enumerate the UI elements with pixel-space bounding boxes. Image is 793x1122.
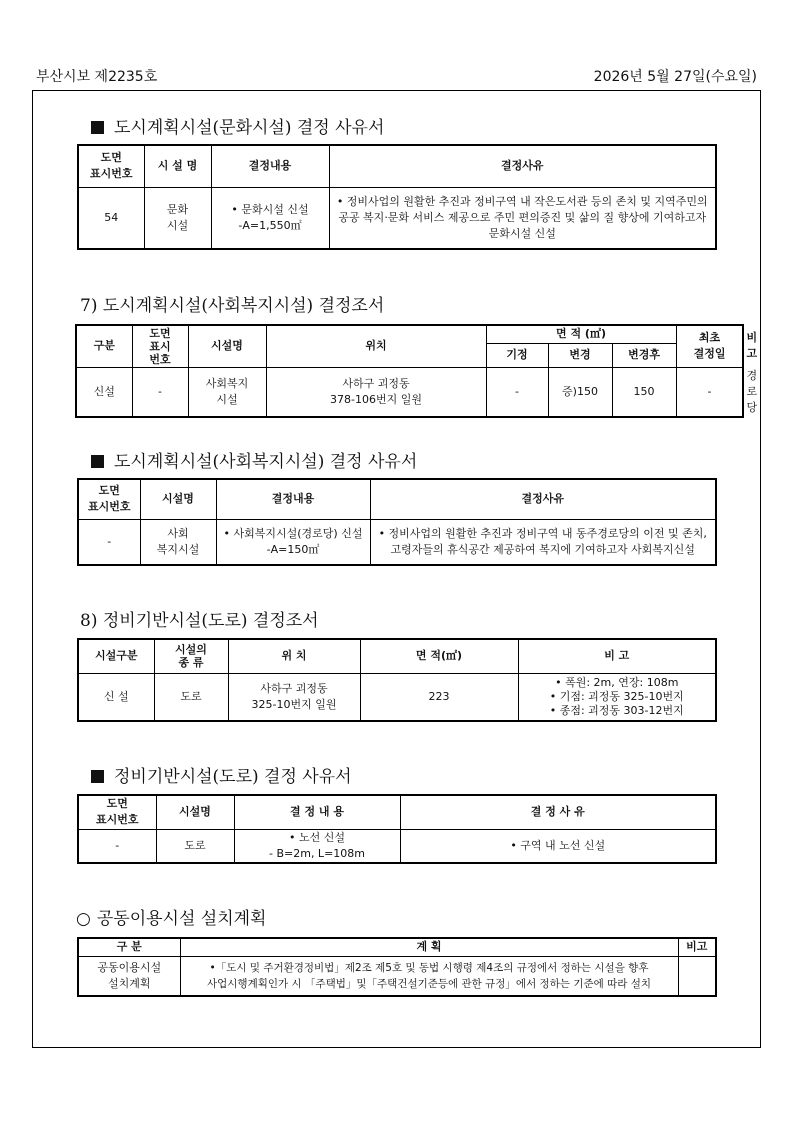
section-title: 도시계획시설(사회복지시설) 결정 사유서 — [114, 452, 418, 472]
table-header: 결정내용 — [211, 145, 329, 187]
section-heading — [76, 904, 266, 929]
table-header: 시설명 — [156, 795, 234, 829]
square-bullet-icon — [91, 770, 104, 783]
section-title: 정비기반시설(도로) 결정 사유서 — [114, 767, 352, 787]
table-cell: • 정비사업의 원활한 추진과 정비구역 내 동주경로당의 이전 및 존치, 고령자들의 휴식공간 제공하여 복지에 기여하고자 사회복지신설 — [370, 519, 716, 565]
table-cell: 사회복지 시설 — [188, 367, 266, 417]
square-bullet-icon — [91, 455, 104, 468]
table-cell: 사하구 괴정동 378-106번지 일원 — [266, 367, 486, 417]
table-cell: • 문화시설 신설 -A=1,550㎡ — [211, 187, 329, 249]
table-header: 도면 표시 번호 — [132, 325, 188, 367]
table-cell: 신설 — [76, 367, 132, 417]
table-cell: 도로 — [156, 829, 234, 863]
table-header: 도면 표시번호 — [78, 145, 144, 187]
table-header: 시설의 종 류 — [154, 639, 228, 673]
table-header: 시설명 — [140, 479, 216, 519]
table-cell: •「도시 및 주거환경정비법」제2조 제5호 및 동법 시행령 제4조의 규정에서 정하는 시설을 향후 사업시행계획인가 시 「주택법」및「주택건설기준등에 관한 규정」에서 정하는 기준에 따라 설치 — [180, 956, 678, 996]
table-cell: • 폭원: 2m, 연장: 108m • 기점: 괴정동 325-10번지 • 종점: 괴정동 303-12번지 — [518, 673, 716, 721]
table-cell: 사회 복지시설 — [140, 519, 216, 565]
table-header: 도면 표시번호 — [78, 479, 140, 519]
culture-facility-reason-table — [77, 144, 717, 250]
table-cell: • 정비사업의 원활한 추진과 정비구역 내 작은도서관 등의 존치 및 지역주민의 공공 복지·문화 서비스 제공으로 주민 편의증진 및 삶의 질 향상에 기여하고자 문화시설 신설 — [329, 187, 716, 249]
table-header: 면 적(㎡) — [360, 639, 518, 673]
section-heading — [80, 291, 384, 316]
table-cell: - — [676, 367, 743, 417]
table-cell: 문화 시설 — [144, 187, 211, 249]
table-header: 구분 — [76, 325, 132, 367]
table-header: 시설구분 — [78, 639, 154, 673]
table-subheader: 기정 — [486, 343, 548, 367]
table-header: 면 적 (㎡) — [486, 325, 676, 343]
table-header: 도면 표시번호 — [78, 795, 156, 829]
section-title: 8) 정비기반시설(도로) 결정조서 — [80, 611, 319, 631]
shared-facility-plan-table — [77, 937, 717, 997]
table-header: 결정내용 — [216, 479, 370, 519]
square-bullet-icon — [91, 121, 104, 134]
table-cell: - — [78, 519, 140, 565]
table-cell: - — [132, 367, 188, 417]
table-header: 위치 — [266, 325, 486, 367]
section-heading — [91, 113, 384, 138]
table-cell: - — [486, 367, 548, 417]
circle-bullet-icon: ○ — [76, 909, 91, 929]
table-header: 최초 결정일 — [676, 325, 743, 367]
table-cell: • 사회복지시설(경로당) 신설 -A=150㎡ — [216, 519, 370, 565]
section-title: 공동이용시설 설치계획 — [96, 909, 267, 929]
table-header: 위 치 — [228, 639, 360, 673]
gazette-date: 2026년 5월 27일(수요일) — [593, 69, 757, 85]
road-reason-table — [77, 794, 717, 864]
table-header: 비고 — [678, 938, 716, 956]
table-header: 결정사유 — [329, 145, 716, 187]
table-subheader: 변경 — [548, 343, 612, 367]
table-cell: 도로 — [154, 673, 228, 721]
table-header: 결 정 사 유 — [400, 795, 716, 829]
table-header: 시 설 명 — [144, 145, 211, 187]
table-header: 결 정 내 용 — [234, 795, 400, 829]
table-header: 비 고 — [518, 639, 716, 673]
section-heading — [91, 447, 417, 472]
table-subheader: 변경후 — [612, 343, 676, 367]
table-cell: - — [78, 829, 156, 863]
section-heading — [91, 762, 352, 787]
table-cell: • 구역 내 노선 신설 — [400, 829, 716, 863]
table-cell: 공동이용시설 설치계획 — [78, 956, 180, 996]
table-cell: 증)150 — [548, 367, 612, 417]
section-title: 7) 도시계획시설(사회복지시설) 결정조서 — [80, 296, 385, 316]
table-cell: 사하구 괴정동 325-10번지 일원 — [228, 673, 360, 721]
section-title: 도시계획시설(문화시설) 결정 사유서 — [114, 118, 385, 138]
table-cell — [678, 956, 716, 996]
table-header: 계 획 — [180, 938, 678, 956]
table-cell: 54 — [78, 187, 144, 249]
welfare-facility-decision-table: 구분 도면 표시 번호 시설명 위치 면 적 (㎡) 최초 결정일 비고 기정 변경 변경후 신설 - 사회복지 시설 사하구 괴정동 378-106번지 일원 - 증)150 150 - 경로당 — [75, 324, 744, 418]
table-cell: 150 — [612, 367, 676, 417]
table-header: 시설명 — [188, 325, 266, 367]
table-header: 결정사유 — [370, 479, 716, 519]
table-header: 구 분 — [78, 938, 180, 956]
section-heading — [80, 606, 319, 631]
table-cell: 223 — [360, 673, 518, 721]
gazette-issue: 부산시보 제2235호 — [36, 69, 158, 85]
welfare-facility-reason-table — [77, 478, 717, 566]
table-cell: 신 설 — [78, 673, 154, 721]
table-cell: • 노선 신설 - B=2m, L=108m — [234, 829, 400, 863]
road-decision-table — [77, 638, 717, 722]
